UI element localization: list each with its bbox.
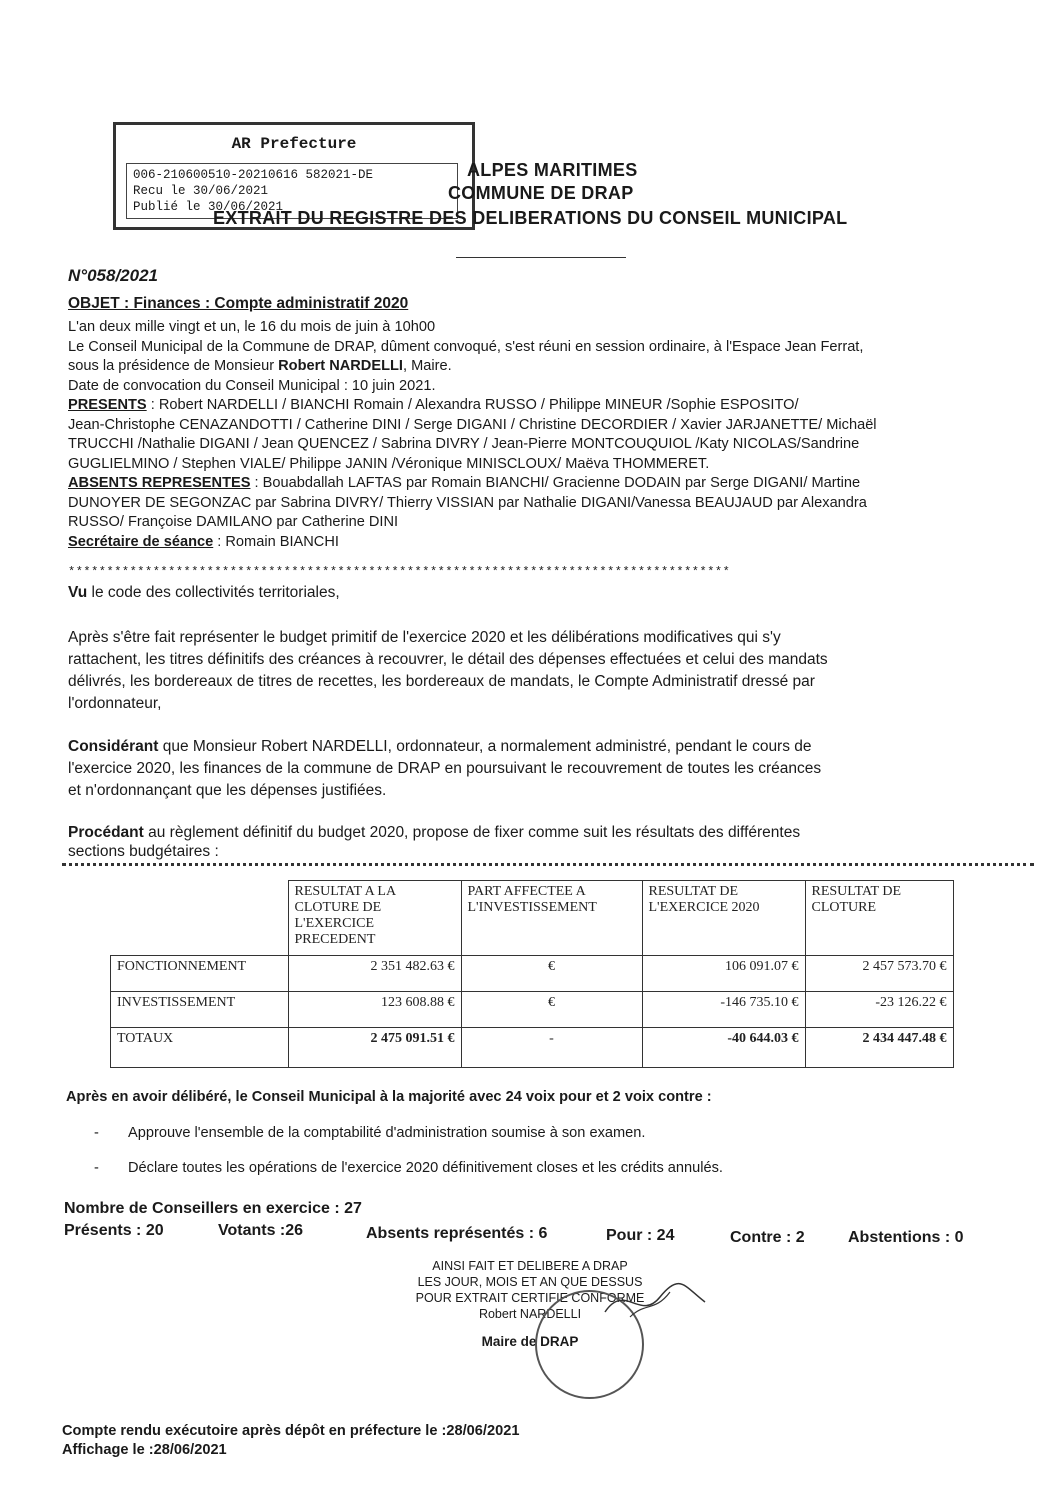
signature-line-1: AINSI FAIT ET DELIBERE A DRAP (432, 1259, 628, 1273)
absents-count: Absents représentés : 6 (366, 1225, 548, 1242)
proc-bold: Procédant (68, 824, 144, 841)
deliberation-number: N°058/2021 (68, 266, 158, 285)
meta-line-3-post: , Maire. (402, 358, 452, 374)
presents-count: Présents : 20 (64, 1222, 164, 1239)
cell: 2 457 573.70 € (805, 956, 953, 992)
meta-line-3-pre: sous la présidence de Monsieur (68, 358, 279, 374)
proc-line-1 (68, 822, 1032, 844)
dotted-divider (62, 863, 1034, 866)
footer-compte: Compte rendu exécutoire après dépôt en préfecture le :28/06/2021 (62, 1423, 520, 1439)
row-label: TOTAUX (111, 1028, 289, 1068)
meta-line-2: Le Conseil Municipal de la Commune de DRAP, dûment convoqué, s'est réuni en session ordinaire, à l'Espace Jean Ferrat, (68, 338, 864, 355)
signature-line-5: Maire de DRAP (481, 1334, 579, 1349)
dept-title: ALPES MARITIMES (467, 160, 638, 180)
vu-text: le code des collectivités territoriales, (87, 584, 340, 601)
vu-bold: Vu (68, 584, 88, 601)
header-cell: RESULTAT A LA CLOTURE DE L'EXERCICE PRECEDENT (288, 881, 461, 956)
extrait-title: EXTRAIT DU REGISTRE DES DELIBERATIONS DU CONSEIL MUNICIPAL (213, 208, 848, 228)
conseillers-count: Nombre de Conseillers en exercice : 27 (64, 1200, 362, 1217)
stamp-title: AR Prefecture (231, 135, 357, 153)
absents-line-1 (68, 474, 1038, 494)
apres-paragraph (68, 627, 1032, 715)
meta-line-3 (68, 357, 1038, 377)
bullet: - (94, 1125, 99, 1141)
pour-count: Pour : 24 (606, 1227, 675, 1244)
presents-line-2: Jean-Christophe CENAZANDOTTI / Catherine DINI / Serge DIGANI / Christine DECORDIER / Xavier JARJANETTE/ Michaël (68, 416, 877, 433)
row-label: INVESTISSEMENT (111, 992, 289, 1028)
abstentions-count: Abstentions : 0 (848, 1229, 964, 1246)
proc-line-2: sections budgétaires : (68, 843, 219, 860)
absents-line-3: RUSSO/ Françoise DAMILANO par Catherine DINI (68, 514, 399, 530)
footer-affichage: Affichage le :28/06/2021 (62, 1442, 227, 1458)
absents-label: ABSENTS REPRESENTES (68, 475, 251, 491)
stars-divider: ************************************************************************************** (68, 565, 731, 579)
apres-line-2: rattachent, les titres définitifs des créances à recouvrer, le détail des dépenses effectuées et celui des mandats (68, 651, 828, 668)
header-cell: PART AFFECTEE A L'INVESTISSEMENT (461, 881, 642, 956)
stamp-recu: Recu le 30/06/2021 (133, 184, 269, 198)
cell: 106 091.07 € (642, 956, 805, 992)
handwritten-signature-icon (600, 1272, 710, 1332)
results-table (110, 880, 954, 1068)
consid-line-3: et n'ordonnançant que les dépenses justifiées. (68, 782, 387, 799)
cell: 2 351 482.63 € (288, 956, 461, 992)
decision-item-2: Déclare toutes les opérations de l'exercice 2020 définitivement closes et les crédits annulés. (128, 1160, 723, 1176)
presents-line-1 (68, 396, 1038, 416)
cell: -146 735.10 € (642, 992, 805, 1028)
decision-item-1: Approuve l'ensemble de la comptabilité d'administration soumise à son examen. (128, 1125, 646, 1141)
consid-line-1 (68, 736, 1032, 758)
header-divider (456, 257, 626, 258)
apres-line-1: Après s'être fait représenter le budget primitif de l'exercice 2020 et les délibérations modificatives qui s'y (68, 629, 781, 646)
proc-text-1: au règlement définitif du budget 2020, propose de fixer comme suit les résultats des différentes (143, 824, 801, 841)
consid-text-1: que Monsieur Robert NARDELLI, ordonnateur, a normalement administré, pendant le cours de (158, 738, 812, 755)
considerant-paragraph (68, 736, 1032, 802)
commune-title: COMMUNE DE DRAP (448, 183, 634, 203)
presents-line-3: TRUCCHI /Nathalie DIGANI / Jean QUENCEZ / Sabrina DIVRY / Jean-Pierre MONTCOUQUIOL /Katy NICOLAS/Sandrine (68, 436, 860, 452)
table-header-row (111, 881, 954, 956)
stamp-id: 006-210600510-20210616 582021-DE (133, 168, 374, 182)
table-corner (111, 881, 289, 956)
cell: -23 126.22 € (805, 992, 953, 1028)
stamp-publie: Publié le 30/06/2021 (133, 200, 284, 214)
secretaire-label: Secrétaire de séance (68, 533, 214, 550)
meta-block (68, 318, 1038, 552)
presents-line-4: GUGLIELMINO / Stephen VIALE/ Philippe JANIN /Véronique MINISCLOUX/ Maëva THOMMERET. (68, 455, 710, 472)
cell: - (461, 1028, 642, 1068)
vu-paragraph (68, 582, 1032, 604)
signature-line-4: Robert NARDELLI (478, 1307, 582, 1321)
row-label: FONCTIONNEMENT (111, 956, 289, 992)
secretaire-line (68, 533, 1038, 553)
presents-text-1: : Robert NARDELLI / BIANCHI Romain / Alexandra RUSSO / Philippe MINEUR /Sophie ESPOSITO/ (146, 397, 799, 413)
votants-count: Votants :26 (218, 1222, 304, 1239)
cell: 123 608.88 € (288, 992, 461, 1028)
cell: € (461, 992, 642, 1028)
absents-text-1: : Bouabdallah LAFTAS par Romain BIANCHI/ Gracienne DODAIN par Serge DIGANI/ Martine (250, 475, 861, 491)
consid-line-2: l'exercice 2020, les finances de la commune de DRAP en poursuivant le recouvrement de toutes les créances (68, 760, 822, 777)
table-row (111, 956, 954, 992)
header-cell: RESULTAT DE CLOTURE (805, 881, 953, 956)
apres-line-3: délivrés, les bordereaux de titres de recettes, les bordereaux de mandats, le Compte Administratif dressé par (68, 673, 815, 690)
cell: -40 644.03 € (642, 1028, 805, 1068)
absents-line-2: DUNOYER DE SEGONZAC par Sabrina DIVRY/ Thierry VISSIAN par Nathalie DIGANI/Vanessa BEAUJAUD par Alexandra (68, 494, 867, 511)
mayor-name: Robert NARDELLI (278, 358, 403, 374)
secretaire-text: : Romain BIANCHI (213, 533, 339, 550)
consid-bold: Considérant (68, 738, 159, 755)
objet: OBJET : Finances : Compte administratif 2020 (68, 295, 409, 312)
signature-line-3: POUR EXTRAIT CERTIFIE CONFORME (415, 1291, 645, 1305)
procedant-paragraph (68, 822, 1032, 860)
apres-line-4: l'ordonnateur, (68, 695, 162, 712)
bullet: - (94, 1160, 99, 1176)
contre-count: Contre : 2 (730, 1229, 805, 1246)
cell: € (461, 956, 642, 992)
signature-line-2: LES JOUR, MOIS ET AN QUE DESSUS (417, 1275, 643, 1289)
header-cell: RESULTAT DE L'EXERCICE 2020 (642, 881, 805, 956)
table-row (111, 992, 954, 1028)
cell: 2 434 447.48 € (805, 1028, 953, 1068)
decision-intro: Après en avoir délibéré, le Conseil Municipal à la majorité avec 24 voix pour et 2 voix contre : (66, 1089, 712, 1105)
table-row (111, 1028, 954, 1068)
cell: 2 475 091.51 € (288, 1028, 461, 1068)
presents-label: PRESENTS (68, 397, 147, 413)
meta-line-1: L'an deux mille vingt et un, le 16 du mois de juin à 10h00 (68, 319, 436, 335)
meta-line-4: Date de convocation du Conseil Municipal : 10 juin 2021. (68, 377, 436, 394)
